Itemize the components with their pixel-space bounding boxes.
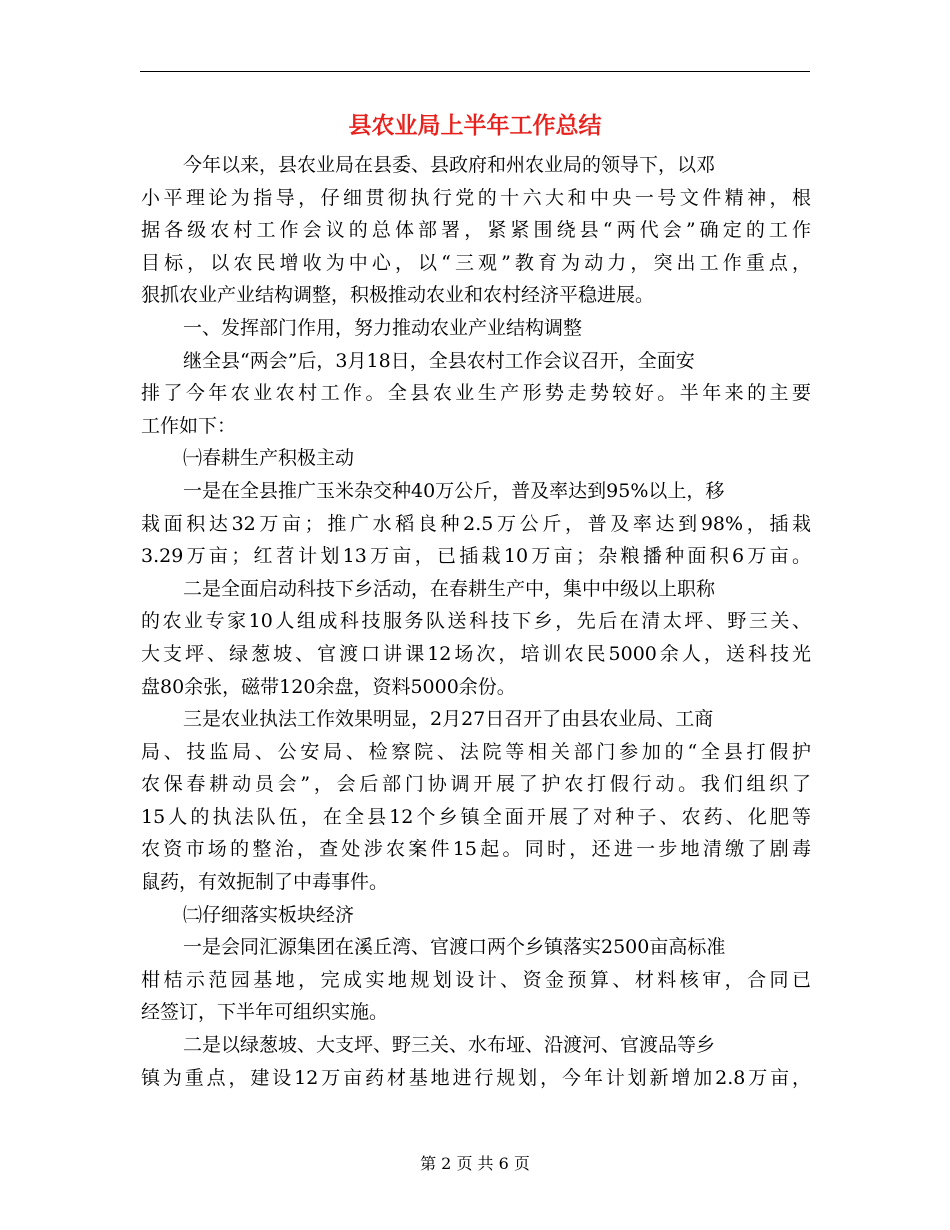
paragraph-line: 目标，以农民增收为中心，以“三观”教育为动力，突出工作重点， <box>141 251 811 274</box>
paragraph-line: 局、技监局、公安局、检察院、法院等相关部门参加的“全县打假护 <box>141 740 811 763</box>
paragraph-line: 镇为重点，建设12万亩药材基地进行规划，今年计划新增加2.8万亩， <box>141 1066 811 1089</box>
page-number-footer: 第 2 页 共 6 页 <box>420 1154 530 1173</box>
paragraph-line: 一是会同汇源集团在溪丘湾、官渡口两个乡镇落实2500亩高标准 <box>183 936 726 959</box>
paragraph-line: 排了今年农业农村工作。全县农业生产形势走势较好。半年来的主要 <box>141 382 811 405</box>
paragraph-line: 15人的执法队伍，在全县12个乡镇全面开展了对种子、农药、化肥等 <box>141 805 811 828</box>
paragraph-line: 一是在全县推广玉米杂交种40万公斤，普及率达到95%以上，移 <box>183 479 725 502</box>
paragraph-line: 工作如下： <box>141 414 237 437</box>
paragraph-line: 栽面积达32万亩；推广水稻良种2.5万公斤，普及率达到98%，插栽 <box>141 512 811 535</box>
header-rule <box>140 71 810 72</box>
paragraph-line: 农保春耕动员会”，会后部门协调开展了护农打假行动。我们组织了 <box>141 773 811 796</box>
paragraph-line: 柑桔示范园基地，完成实地规划设计、资金预算、材料核审，合同已 <box>141 968 811 991</box>
subsection-heading: ㈡仔细落实板块经济 <box>183 903 355 926</box>
section-heading: 一、发挥部门作用，努力推动农业产业结构调整 <box>183 316 583 339</box>
paragraph-line: 盘80余张，磁带120余盘，资料5000余份。 <box>141 675 516 698</box>
paragraph-line: 二是以绿葱坡、大支坪、野三关、水布垭、沿渡河、官渡品等乡 <box>183 1034 716 1057</box>
paragraph-line: 经签订，下半年可组织实施。 <box>141 1001 389 1024</box>
paragraph-line: 三是农业执法工作效果明显，2月27日召开了由县农业局、工商 <box>183 708 714 731</box>
paragraph-line: 继全县“两会”后，3月18日，全县农村工作会议召开，全面安 <box>183 349 695 372</box>
paragraph-line: 3.29万亩；红苕计划13万亩，已插栽10万亩；杂粮播种面积6万亩。 <box>141 545 811 568</box>
paragraph-line: 据各级农村工作会议的总体部署，紧紧围绕县“两代会”确定的工作 <box>141 219 811 242</box>
paragraph-line: 鼠药，有效扼制了中毒事件。 <box>141 871 389 894</box>
paragraph-line: 大支坪、绿葱坡、官渡口讲课12场次，培训农民5000余人，送科技光 <box>141 642 811 665</box>
document-title: 县农业局上半年工作总结 <box>348 113 602 139</box>
paragraph-line: 今年以来，县农业局在县委、县政府和州农业局的领导下，以邓 <box>183 154 716 176</box>
paragraph-line: 二是全面启动科技下乡活动，在春耕生产中，集中中级以上职称 <box>183 577 716 600</box>
paragraph-line: 狠抓农业产业结构调整，积极推动农业和农村经济平稳进展。 <box>141 284 655 307</box>
paragraph-line: 小平理论为指导，仔细贯彻执行党的十六大和中央一号文件精神，根 <box>141 186 811 209</box>
paragraph-line: 农资市场的整治，查处涉农案件15起。同时，还进一步地清缴了剧毒 <box>141 838 811 861</box>
paragraph-line: 的农业专家10人组成科技服务队送科技下乡，先后在清太坪、野三关、 <box>141 610 811 633</box>
document-body <box>141 149 811 1094</box>
subsection-heading: ㈠春耕生产积极主动 <box>183 447 355 470</box>
